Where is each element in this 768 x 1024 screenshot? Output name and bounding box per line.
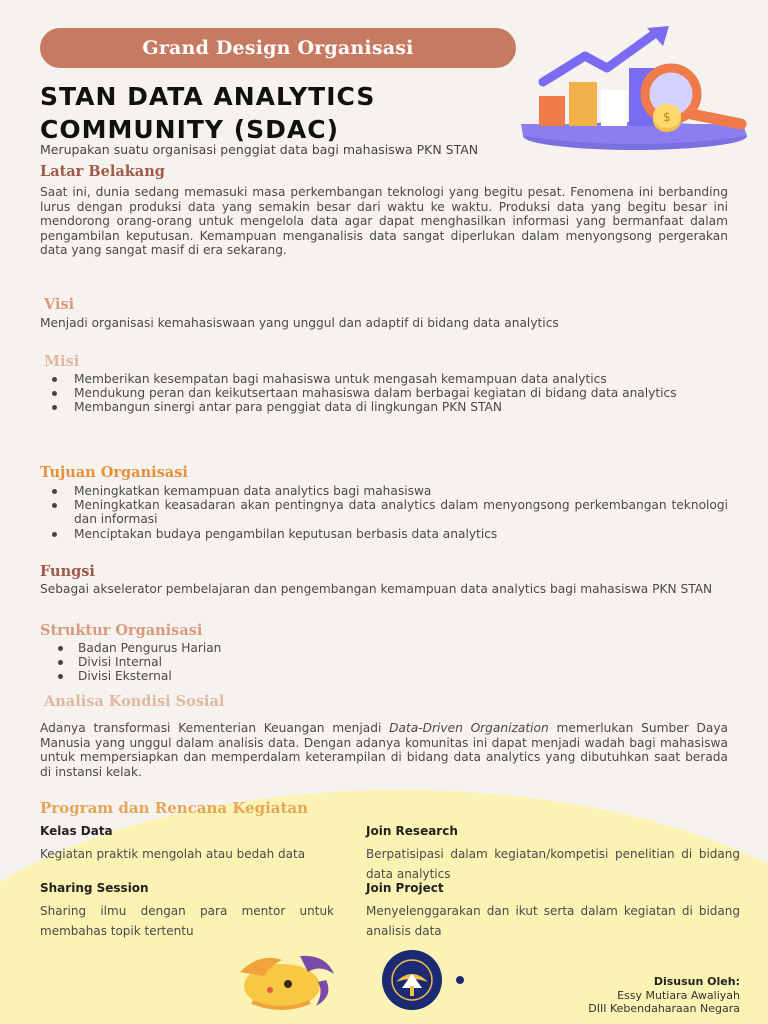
heading-tujuan: Tujuan Organisasi — [40, 464, 188, 481]
section-analisa — [40, 693, 728, 779]
program-item-join-project — [366, 881, 740, 941]
analisa-text — [40, 721, 728, 779]
program-item-kelas-data — [40, 824, 340, 864]
analytics-chart-icon — [515, 24, 755, 154]
heading-struktur: Struktur Organisasi — [40, 622, 203, 639]
svg-text:$: $ — [663, 110, 671, 124]
footer-program: DIII Kebendaharaan Negara — [588, 1002, 740, 1015]
pill-title: Grand Design Organisasi — [40, 28, 516, 68]
visi-text: Menjadi organisasi kemahasiswaan yang unggul dan adaptif di bidang data analytics — [40, 316, 559, 330]
misi-item: Membangun sinergi antar para penggiat data di lingkungan PKN STAN — [40, 400, 728, 414]
mascot-logo — [230, 950, 340, 1012]
program-item-desc: Kegiatan praktik mengolah atau bedah data — [40, 847, 306, 861]
tujuan-item: Menciptakan budaya pengambilan keputusan berbasis data analytics — [40, 527, 728, 541]
program-item-title: Sharing Session — [40, 881, 149, 895]
heading-fungsi: Fungsi — [40, 563, 95, 580]
misi-item: Memberikan kesempatan bagi mahasiswa untuk mengasah kemampuan data analytics — [40, 372, 728, 386]
section-misi — [40, 353, 728, 415]
fungsi-text: Sebagai akselerator pembelajaran dan pengembangan kemampuan data analytics bagi mahasiswa PKN STAN — [40, 582, 713, 596]
tujuan-list — [40, 484, 728, 541]
section-struktur — [40, 622, 728, 684]
program-item-title: Kelas Data — [40, 824, 113, 838]
footer-credit — [588, 975, 740, 1016]
program-item-title: Join Research — [366, 824, 458, 838]
subtitle: Merupakan suatu organisasi penggiat data bagi mahasiswa PKN STAN — [40, 142, 479, 157]
analisa-text-part: memerlukan Sumber Daya Manusia yang unggul dalam analisis data. Dengan adanya komunitas ini dapat menjadi wadah bagi mahasiswa untuk mempersiapkan dan memperdalam keterampilan di bidang data analytics yang dibutuhkan saat berada di instansi kelak. — [40, 721, 728, 779]
main-title — [40, 80, 540, 146]
heading-latar-belakang: Latar Belakang — [40, 163, 165, 180]
coin-icon — [653, 104, 681, 132]
footer-name: Essy Mutiara Awaliyah — [617, 988, 740, 1002]
analisa-text-italic: Data-Driven Organization — [389, 721, 549, 735]
program-item-join-research — [366, 824, 740, 884]
misi-list — [40, 372, 728, 415]
program-item-desc: Berpatisipasi dalam kegiatan/kompetisi penelitian di bidang data analytics — [366, 847, 740, 881]
analisa-text-part: Adanya transformasi Kementerian Keuangan menjadi — [40, 721, 390, 735]
section-tujuan — [40, 464, 728, 541]
heading-visi: Visi — [44, 296, 75, 313]
struktur-item: Divisi Eksternal — [40, 669, 728, 683]
section-visi — [40, 296, 728, 331]
section-latar-belakang — [40, 163, 728, 258]
tujuan-item: Meningkatkan kemampuan data analytics bagi mahasiswa — [40, 484, 728, 498]
program-item-desc: Sharing ilmu dengan para mentor untuk membahas topik tertentu — [40, 904, 334, 938]
struktur-item: Divisi Internal — [40, 655, 728, 669]
section-program — [40, 799, 728, 817]
heading-misi: Misi — [44, 353, 80, 370]
pkn-stan-logo — [374, 948, 484, 1012]
struktur-item: Badan Pengurus Harian — [40, 641, 728, 655]
tujuan-item: Meningkatkan keasadaran akan pentingnya data analytics dalam menyongsong perkembangan teknologi dan informasi — [40, 498, 728, 526]
footer-label: Disusun Oleh: — [653, 975, 740, 988]
struktur-list — [40, 641, 728, 684]
main-title-line1: STAN DATA ANALYTICS — [40, 82, 376, 111]
heading-analisa: Analisa Kondisi Sosial — [44, 693, 225, 710]
section-fungsi — [40, 563, 728, 597]
misi-item: Mendukung peran dan keikutsertaan mahasiswa dalam berbagai kegiatan di bidang data analytics — [40, 386, 728, 400]
program-item-title: Join Project — [366, 881, 444, 895]
main-title-line2: COMMUNITY (SDAC) — [40, 115, 340, 144]
latar-belakang-text: Saat ini, dunia sedang memasuki masa perkembangan teknologi yang begitu pesat. Fenomena ini berbanding lurus dengan produksi data yang semakin besar dari waktu ke waktu. Produksi data yang begitu besar ini mendorong orang-orang untuk mengelola data agar dapat menghasilkan informasi yang bermanfaat dalam pengambilan keputusan. Kemampuan menganalisis data sangat diperlukan dalam menyongsong pergerakan data yang sangat masif di era sekarang. — [40, 185, 728, 258]
program-item-desc: Menyelenggarakan dan ikut serta dalam kegiatan di bidang analisis data — [366, 904, 740, 938]
program-item-sharing-session — [40, 881, 334, 941]
heading-program: Program dan Rencana Kegiatan — [40, 799, 309, 817]
